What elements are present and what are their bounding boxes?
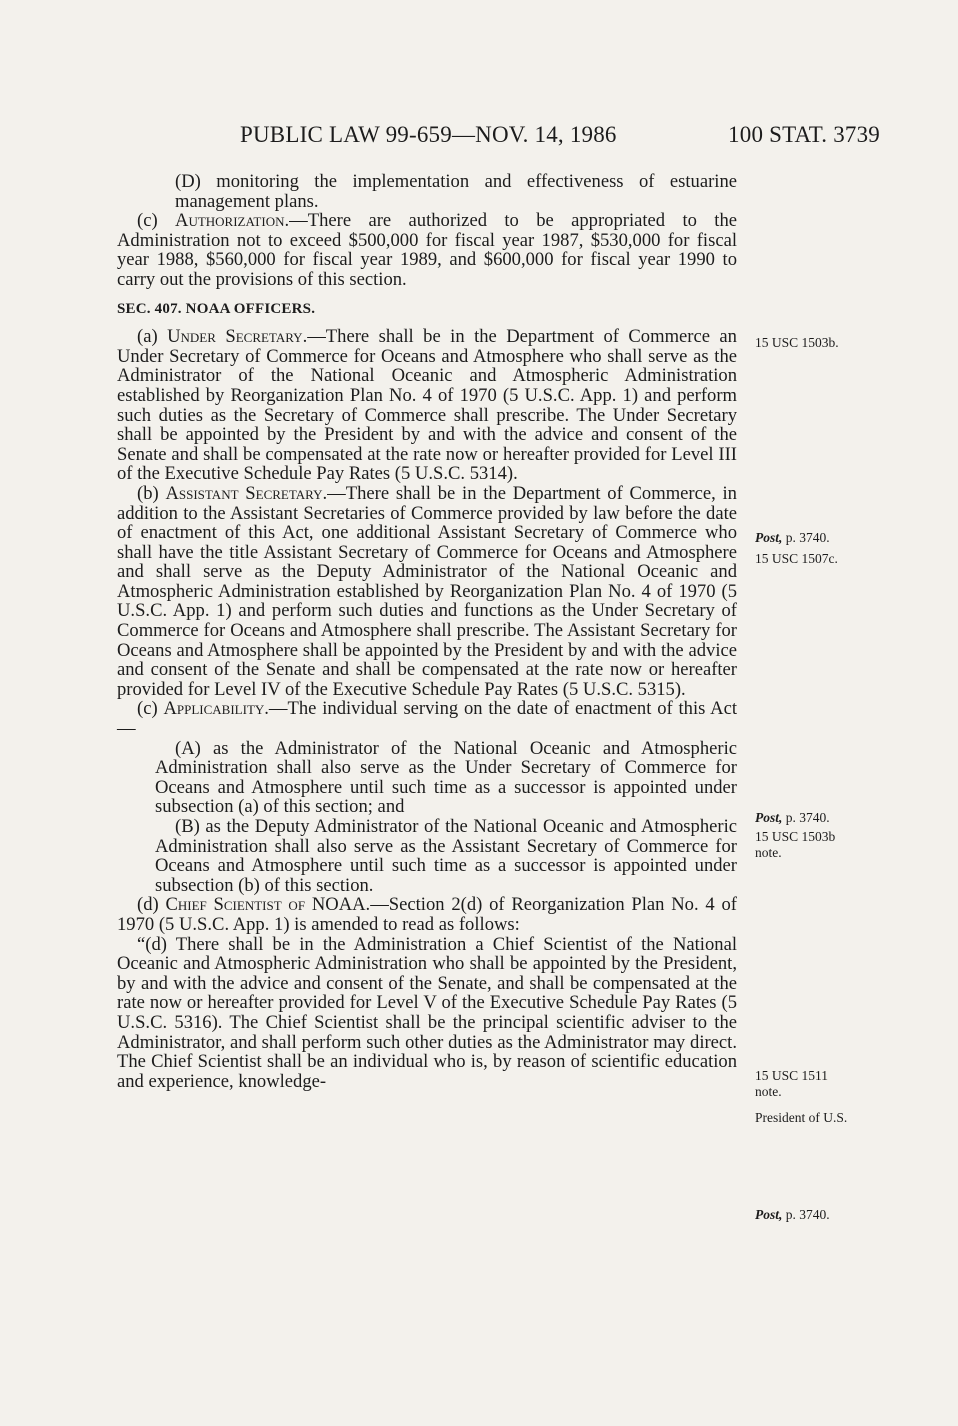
- page-header: [240, 122, 880, 148]
- margin-note-4: [755, 810, 830, 826]
- margin-note-3: 15 USC 1507c.: [755, 551, 838, 566]
- a-heading: Under Secretary: [167, 326, 303, 348]
- b-lead: (b): [137, 482, 166, 504]
- margin-note-8: [755, 1207, 830, 1223]
- margin-note-5-line1: 15 USC 1503b: [755, 829, 836, 844]
- c-auth-text: .—There are authorized to be appropriated to the Administration not to exceed $500,000 for fiscal year 1987, $530,000 for fiscal year 1988, $560,000 for fiscal year 1989, and $600,000 for fiscal year 1990 to carry out the provisions of this section.: [117, 210, 737, 290]
- margin-note-7: President of U.S.: [755, 1110, 848, 1125]
- paragraph-B: (B) as the Deputy Administrator of the National Oceanic and Atmospheric Administration shall also serve as the Assistant Secretary of Commerce for Oceans and Atmosphere until such time as a successor is appointed under subsection (b) of this section.: [155, 816, 737, 896]
- d-text: NOAA.—Section 2(d) of Reorganization Plan No. 4 of 1970 (5 U.S.C. App. 1) is amended to read as follows:: [117, 894, 737, 935]
- margin-note-6-line1: 15 USC 1511: [755, 1068, 829, 1083]
- margin-note-4-italic: Post,: [755, 810, 783, 825]
- margin-note-2: [755, 530, 830, 546]
- margin-note-8-rest: p. 3740.: [782, 1207, 830, 1222]
- margin-note-1: 15 USC 1503b.: [755, 335, 839, 350]
- margin-note-6: [755, 1068, 828, 1100]
- margin-note-5-line2: note.: [755, 845, 782, 860]
- c-app-lead: (c): [137, 698, 164, 720]
- paragraph-c-applicability: [117, 699, 737, 738]
- margin-note-5: [755, 829, 835, 861]
- b-text: .—There shall be in the Department of Commerce, in addition to the Assistant Secretaries of Commerce provided by law before the date of enactment of this Act, one additional Assistant Secretary of Commerce who shall have the title Assistant Secretary of Commerce for Oceans and Atmosphere and shall serve as the Deputy Administrator of the National Oceanic and Atmospheric Administration established by Reorganization Plan No. 4 of 1970 (5 U.S.C. App. 1) and perform such duties and functions as the Under Secretary of Commerce for Oceans and Atmosphere shall prescribe. The Assistant Secretary for Oceans and Atmosphere shall be appointed by the President by and with the advice and consent of the Senate and shall be compensated at the rate now or hereafter provided for Level IV of the Executive Schedule Pay Rates (5 U.S.C. 5315).: [117, 482, 737, 700]
- header-title: PUBLIC LAW 99-659—NOV. 14, 1986: [240, 122, 617, 147]
- a-text: .—There shall be in the Department of Commerce an Under Secretary of Commerce for Oceans and Atmosphere who shall serve as the Administrator of the National Oceanic and Atmospheric Administration established by Reorganization Plan No. 4 of 1970 (5 U.S.C. App. 1) and perform such duties as the Secretary of Commerce shall prescribe. The Under Secretary shall be appointed by the President by and with the advice and consent of the Senate and shall be compensated at the rate now or hereafter provided for Level III of the Executive Schedule Pay Rates (5 U.S.C. 5314).: [117, 326, 737, 485]
- margin-note-2-rest: p. 3740.: [782, 530, 830, 545]
- c-auth-heading: Authorization: [175, 210, 285, 232]
- body-text: [117, 172, 737, 1091]
- paragraph-quoted-amendment: “(d) There shall be in the Administration a Chief Scientist of the National Oceanic and Atmospheric Administration who shall be appointed by the President, by and with the advice and consent of the Senate, and shall be compensated at the rate now or hereafter provided for Level V of the Executive Schedule Pay Rates (5 U.S.C. 5316). The Chief Scientist shall be the principal scientific adviser to the Administrator, and shall perform such other duties as the Administrator may direct. The Chief Scientist shall be an individual who is, by reason of scientific education and experience, knowledge-: [117, 933, 737, 1092]
- paragraph-d-chief-scientist: [117, 895, 737, 934]
- margin-note-6-line2: note.: [755, 1084, 782, 1099]
- paragraph-a-under-secretary: [117, 327, 737, 484]
- d-heading: Chief Scientist of: [165, 894, 306, 916]
- paragraph-b-assistant-secretary: [117, 484, 737, 700]
- c-app-text: .—The individual serving on the date of enactment of this Act—: [117, 698, 737, 740]
- header-stat: 100 STAT. 3739: [728, 122, 880, 147]
- section-heading: SEC. 407. NOAA OFFICERS.: [117, 300, 316, 317]
- margin-note-2-italic: Post,: [755, 530, 783, 545]
- margin-note-4-rest: p. 3740.: [782, 810, 830, 825]
- b-heading: Assistant Secretary: [165, 482, 323, 504]
- paragraph-c-authorization: [117, 211, 737, 289]
- margin-note-8-italic: Post,: [755, 1207, 783, 1222]
- c-auth-lead: (c): [137, 210, 176, 232]
- paragraph-d-text: (D) monitoring the implementation and effectiveness of estuarine management plans.: [175, 171, 737, 212]
- d-lead: (d): [137, 894, 166, 916]
- paragraph-d-monitoring: [117, 172, 737, 211]
- a-lead: (a): [137, 326, 168, 348]
- paragraph-A: (A) as the Administrator of the National Oceanic and Atmospheric Administration shall also serve as the Under Secretary of Commerce for Oceans and Atmosphere until such time as a successor is appointed under subsection (a) of this section; and: [155, 737, 737, 818]
- c-app-heading: Applicability: [163, 698, 265, 720]
